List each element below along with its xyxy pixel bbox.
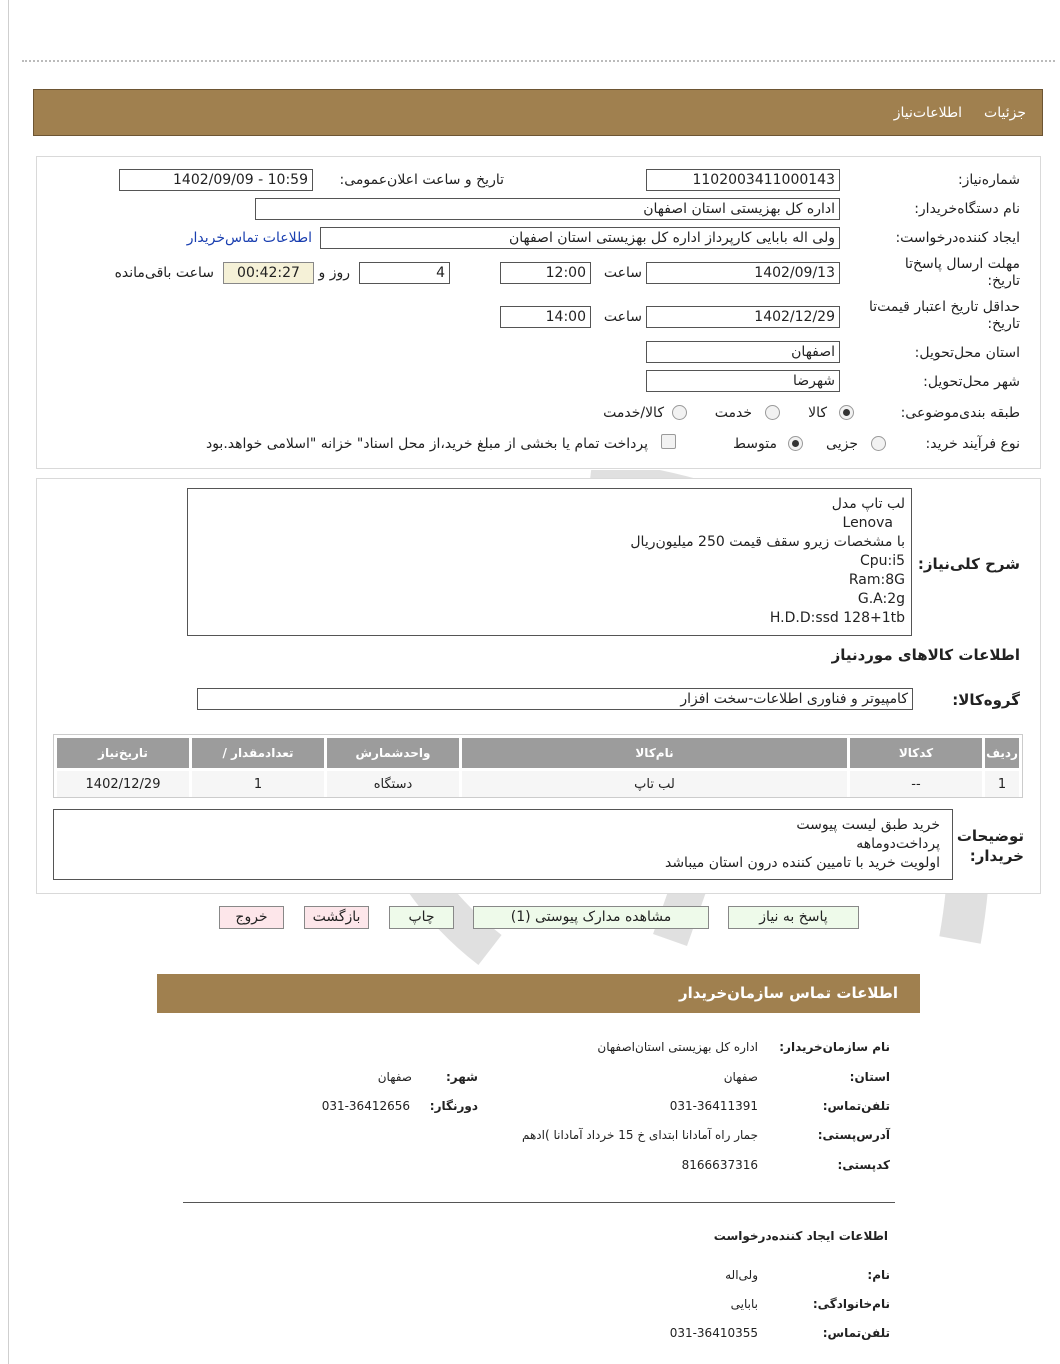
contact-fax-value: 031-36412656: [321, 1099, 410, 1113]
need-number-field: 1102003411000143: [646, 169, 840, 191]
category-radio-goods-service[interactable]: [672, 405, 687, 420]
col-quantity: تعدادمقدار /: [192, 738, 324, 768]
cell-code: --: [850, 771, 982, 797]
announce-datetime-field: 1402/09/09 - 10:59: [119, 169, 313, 191]
print-button[interactable]: چاپ: [389, 906, 454, 929]
notes-line: اولویت خرید با تامیین کننده درون استان میباشد: [664, 855, 940, 871]
category-radio-goods[interactable]: [839, 405, 854, 420]
contact-address-label: آدرس‌پستی:: [817, 1128, 890, 1142]
need-number-label: شماره‌نیاز:: [957, 172, 1020, 188]
tab-details[interactable]: جزئیات: [984, 104, 1026, 121]
category-radio-service[interactable]: [765, 405, 780, 420]
deadline-time-field: 12:00: [500, 262, 591, 284]
validity-date-field: 1402/12/29: [646, 306, 840, 328]
category-option-service: خدمت: [714, 405, 752, 421]
category-option-goods-service: کالا/خدمت: [603, 405, 664, 421]
validity-label: حداقل تاریخ اعتبار قیمت‌تا تاریخ:: [868, 299, 1020, 332]
buyer-org-label: نام دستگاه‌خریدار:: [914, 201, 1020, 217]
treasury-payment-note: پرداخت تمام یا بخشی از مبلغ خرید،از محل اسناد" خزانه "اسلامی خواهد.بود: [205, 436, 648, 452]
creator-name-value: ولی‌اله: [725, 1268, 758, 1282]
process-radio-medium[interactable]: [788, 436, 803, 451]
buyer-contact-header: اطلاعات تماس سازمان‌خریدار: [157, 974, 920, 1013]
back-button[interactable]: بازگشت: [304, 906, 369, 929]
contact-phone-value: 031-36411391: [669, 1099, 758, 1113]
contact-postal-value: 8166637316: [681, 1158, 758, 1172]
notes-line: خرید طبق لیست پیوست: [796, 817, 940, 833]
category-option-goods: کالا: [808, 405, 827, 421]
contact-postal-label: کدپستی:: [837, 1158, 890, 1172]
creator-family-label: نام‌خانوادگی:: [812, 1297, 890, 1311]
creator-info-title: اطلاعات ایجاد کننده‌درخواست: [713, 1229, 888, 1243]
contact-org-label: نام سازمان‌خریدار:: [779, 1040, 890, 1054]
desc-line: Ram:8G: [848, 572, 905, 588]
deadline-label: مهلت ارسال پاسخ‌تا تاریخ:: [904, 256, 1020, 289]
process-option-medium: متوسط: [733, 436, 777, 452]
cell-row: 1: [985, 771, 1019, 797]
category-label: طبقه بندی‌موضوعی:: [900, 405, 1020, 421]
col-need-date: تاریخ‌نیاز: [57, 738, 189, 768]
desc-line: با مشخصات زیرو سقف قیمت 250 میلیون‌ریال: [630, 534, 905, 550]
days-label: روز و: [318, 265, 350, 281]
contact-fax-label: دورنگار:: [429, 1099, 478, 1113]
desc-line: لب تاپ مدل: [831, 496, 905, 512]
reply-button[interactable]: پاسخ به نیاز: [728, 906, 859, 929]
col-row: ردیف: [985, 738, 1019, 768]
buyer-org-field: اداره کل بهزیستی استان اصفهان: [255, 198, 840, 220]
city-field: شهرضا: [646, 370, 840, 392]
buyer-notes-label: توضیحات خریدار:: [956, 827, 1024, 865]
contact-org-value: اداره کل بهزیستی استان‌اصفهان: [597, 1040, 758, 1054]
cell-unit: دستگاه: [327, 771, 459, 797]
view-attachments-button[interactable]: مشاهده مدارک پیوستی (1): [473, 906, 709, 929]
remaining-time-field: 00:42:27: [223, 262, 314, 284]
process-option-minor: جزیی: [826, 436, 858, 452]
deadline-date-field: 1402/09/13: [646, 262, 840, 284]
cell-quantity: 1: [192, 771, 324, 797]
contact-city-label: شهر:: [446, 1070, 478, 1084]
cell-need-date: 1402/12/29: [57, 771, 189, 797]
details-header: [33, 89, 1043, 136]
general-desc-box: [187, 488, 912, 636]
dotted-divider: [22, 60, 1055, 62]
desc-line: Lenova: [842, 515, 893, 531]
col-unit: واحدشمارش: [327, 738, 459, 768]
cell-name: لب تاپ: [462, 771, 847, 797]
contact-address-value: جمار راه آمادانا ابتدای خ 15 خرداد آمادانا )ادهم: [521, 1128, 758, 1142]
process-label: نوع فرآیند خرید:: [925, 436, 1020, 452]
deadline-time-label: ساعت: [603, 265, 642, 281]
treasury-payment-checkbox[interactable]: [661, 434, 676, 449]
notes-line: پرداخت‌دوماهه: [856, 836, 940, 852]
contact-city-value: صفهان: [377, 1070, 412, 1084]
col-name: نام‌کالا: [462, 738, 847, 768]
item-group-field: کامپیوتر و فناوری اطلاعات-سخت افزار: [197, 688, 913, 710]
contact-province-value: صفهان: [723, 1070, 758, 1084]
desc-line: H.D.D:ssd 128+1tb: [769, 610, 905, 626]
general-desc-label: شرح کلی‌نیاز:: [917, 555, 1020, 573]
buyer-contact-link[interactable]: اطلاعات تماس‌خریدار: [186, 230, 312, 246]
desc-line: Cpu:i5: [859, 553, 905, 569]
creator-family-value: بابایی: [730, 1297, 758, 1311]
city-label: شهر محل‌تحویل:: [923, 374, 1020, 390]
items-section-title: اطلاعات کالاهای موردنیاز: [831, 646, 1020, 664]
item-group-label: گروه‌کالا:: [952, 691, 1020, 709]
col-code: کدکالا: [850, 738, 982, 768]
left-border-line: [8, 0, 9, 1364]
items-table-frame: [53, 734, 1023, 798]
creator-phone-value: 031-36410355: [669, 1326, 758, 1340]
creator-field: ولی اله بابایی کارپرداز اداره کل بهزیستی استان اصفهان: [320, 227, 840, 249]
desc-line: G.A:2g: [857, 591, 905, 607]
validity-time-label: ساعت: [603, 309, 642, 325]
remaining-label: ساعت باقی‌مانده: [114, 265, 214, 281]
contact-phone-label: تلفن‌تماس:: [822, 1099, 890, 1113]
items-table-header: [57, 738, 1019, 768]
creator-name-label: نام:: [867, 1268, 890, 1282]
validity-time-field: 14:00: [500, 306, 591, 328]
announce-label: تاریخ و ساعت اعلان‌عمومی:: [339, 172, 504, 188]
process-radio-minor[interactable]: [871, 436, 886, 451]
buyer-notes-box: [53, 809, 953, 880]
creator-label: ایجاد کننده‌درخواست:: [895, 230, 1020, 246]
province-label: استان محل‌تحویل:: [914, 345, 1020, 361]
days-field: 4: [359, 262, 450, 284]
exit-button[interactable]: خروج: [219, 906, 284, 929]
province-field: اصفهان: [646, 341, 840, 363]
items-table: [54, 735, 1022, 800]
creator-phone-label: تلفن‌تماس:: [822, 1326, 890, 1340]
contact-separator: [183, 1202, 895, 1203]
table-row: [57, 771, 1019, 797]
tab-need-info[interactable]: اطلاعات‌نیاز: [893, 104, 963, 121]
contact-province-label: استان:: [849, 1070, 890, 1084]
